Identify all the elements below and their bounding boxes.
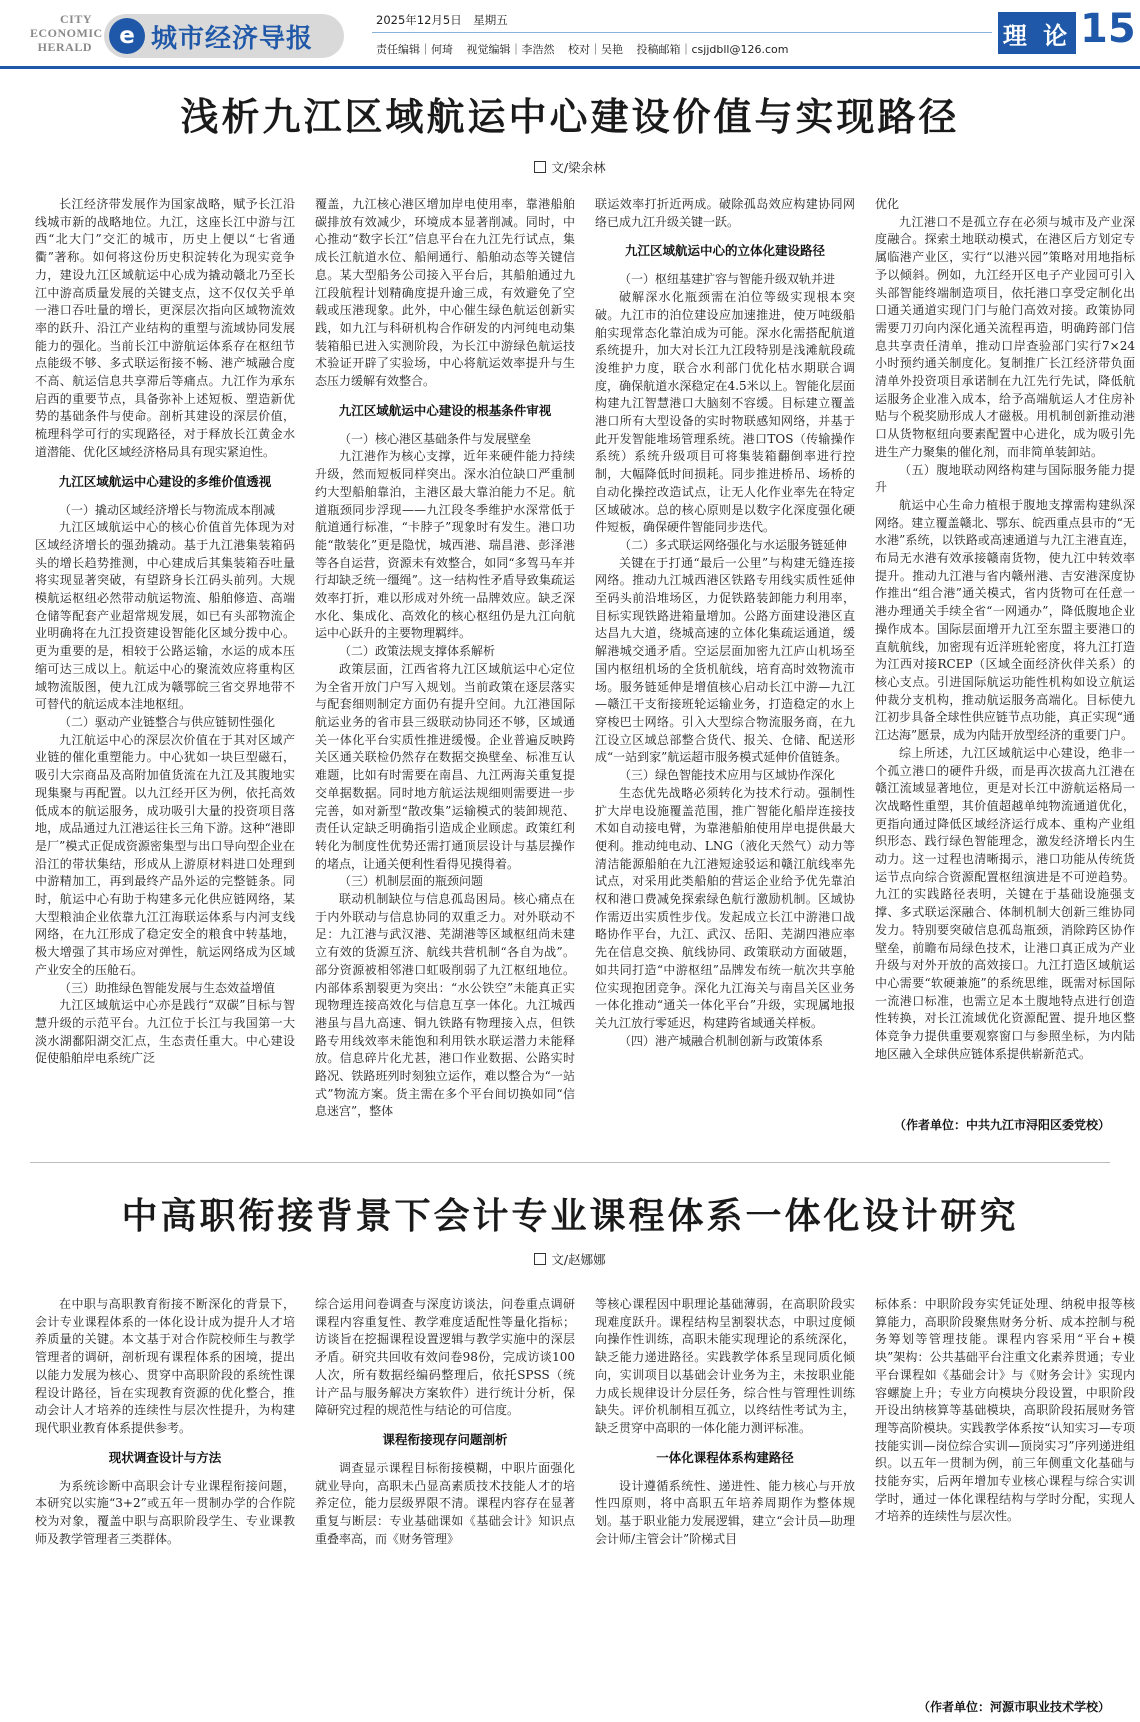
e-logo-icon: e [109, 18, 145, 54]
article-body [35, 1296, 1135, 1691]
byline-text: 文/梁余林 [551, 160, 606, 175]
paragraph: 综合运用问卷调查与深度访谈法，问卷重点调研课程内容重复性、教学难度适配性等量化指标；访谈旨在挖掘课程设置逻辑与教学实施中的深层矛盾。研究共回收有效问卷98份，完成访谈100人次，所有数据经编码整理后，依托SPSS（统计产品与服务解决方案软件）进行统计分析，保障研究过程的规范性与结论的可信度。 [315, 1297, 575, 1418]
masthead-divider [0, 66, 1140, 69]
paragraph: 九江港口不是孤立存在必须与城市及产业深度融合。探索土地联动模式，在港区后方划定专属临港产业区，实行“以港兴园”策略对用地指标予以倾斜。例如，九江经开区电子产业园可引入头部智能终端制造项目，依托港口享受定制化出口通关通道实现门门与舱门高效对接。政策协同需要刀刃向内深化通关流程再造，明确跨部门信息共享责任清单，推动口岸查验部门实行7×24小时预约通关制度化。复制推广长江经济带负面清单外投资项目承诺制在九江先行先试，降低航运服务企业准入成本，给予高端航运人才住房补贴与个税奖励形成人才磁极。用机制创新推动港口从货物枢纽向要素配置中心进化，成为吸引先进生产力聚集的催化剂，而非简单装卸站。 [875, 214, 1135, 459]
paragraph: （二）政策法规支撑体系解析 [339, 644, 496, 659]
masthead-rule [372, 32, 992, 33]
article-byline [0, 1250, 1140, 1268]
section-heading: 九江区域航运中心建设的多维价值透视 [58, 473, 272, 489]
editor-credit: 投稿邮箱｜csjjdbll@126.com [636, 43, 789, 56]
newspaper-brand [104, 14, 344, 58]
paragraph: （二）多式联运网络强化与水运服务链延伸 [619, 537, 848, 552]
paragraph: 九江港作为核心支撑，近年来硬件能力持续升级，然而短板同样突出。深水泊位缺口严重制约大型船舶靠泊，主港区最大靠泊能力不足。航道瓶颈同步浮现——九江段冬季维护水深常低于航道通行标准，“卡脖子”现象时有发生。港口功能“散装化”更是隐忧，城西港、瑞昌港、彭泽港等各自运营，资源未有效整合，如同“多驾马车并行却缺乏统一缰绳”。这一结构性矛盾导致集疏运效率打折，难以形成对外统一品牌效应。缺乏深水化、集成化、高效化的核心枢纽仍是九江向航运中心跃升的主要物理羁绊。 [315, 449, 575, 641]
paragraph: （二）驱动产业链整合与供应链韧性强化 [59, 714, 276, 729]
editor-credit: 校对｜吴艳 [568, 43, 623, 56]
paragraph: 覆盖，九江核心港区增加岸电使用率，靠港船舶碳排放有效减少，环境成本显著削减。同时，中心推动“数字长江”信息平台在九江先行试点，集成长江航道水位、船闸通行、船舶动态等关键信息。某大型船务公司接入平台后，其船舶通过九江段航程计划精确度提升逾三成，有效避免了空载或压港现象。此外，中心催生绿色航运创新实践，如九江与科研机构合作研发的内河纯电动集装箱船已进入实测阶段，为长江中游绿色航运技术验证开辟了实验场，中心将航运效率提升与生态压力缓解有效整合。 [315, 197, 575, 389]
page-number: 15 [1080, 6, 1136, 52]
paragraph: 联动机制缺位与信息孤岛困局。核心痛点在于内外联动与信息协同的双重乏力。对外联动不足：九江港与武汉港、芜湖港等区域枢纽尚未建立有效的货源互济、航线共营机制“各自为战”。部分资源被相邻港口虹吸削弱了九江枢纽地位。内部体系割裂更为突出：“水公铁空”未能真正实现物理连接高效化与信息互享一体化。九江城西港虽与昌九高速、铜九铁路有物理接入点，但铁路专用线效率未能饱和利用铁水联运潜力未能释放。信息碎片化尤甚，港口作业数据、公路实时路况、铁路班列时刻独立运作，难以整合为“一站式”物流方案。货主需在多个平台间切换如同“信息迷宫”，整体 [315, 892, 575, 1119]
author-affiliation: （作者单位：河源市职业技术学校） [917, 1700, 1110, 1714]
paragraph: 九江区域航运中心的核心价值首先体现为对区域经济增长的强劲撬动。基于九江港集装箱码头的增长趋势推测，中心建成后其集装箱吞吐量将实现显著突破，有望跻身长江码头前列。大规模航运枢纽必然带动航运物流、船舶修造、高端仓储等配套产业超常规发展，如已有头部物流企业明确将在九江投资建设智能化区域分拨中心。更为重要的是，相较于公路运输，水运的成本压缩可达三成以上。航运中心的聚流效应将重构区域物流版图，使九江成为赣鄂皖三省交界地带不可替代的航运成本洼地枢纽。 [35, 520, 295, 712]
paragraph: 标体系：中职阶段夯实凭证处理、纳税申报等核算能力，高职阶段聚焦财务分析、成本控制与税务筹划等管理技能。课程内容采用“平台+模块”架构：公共基础平台注重文化素养贯通；专业平台课程如《基础会计》与《财务会计》实现内容螺旋上升；专业方向模块分段设置，中职阶段开设出纳核算等基础模块，高职阶段拓展财务管理等高阶模块。实践教学体系按“认知实习—专项技能实训—岗位综合实训—顶岗实习”序列递进组织。以五年一贯制为例，前三年侧重文化基础与技能夯实，后两年增加专业核心课程与综合实训学时，通过一体化课程结构与学时分配，实现人才培养的连续性与层次性。 [875, 1297, 1135, 1524]
paragraph: （三）绿色智能技术应用与区域协作深化 [619, 768, 836, 783]
logo-line: HERALD [37, 40, 92, 54]
issue-date: 2025年12月5日 星期五 [376, 13, 508, 27]
paragraph: 航运中心生命力植根于腹地支撑需构建纵深网络。建立覆盖赣北、鄂东、皖西重点县市的“无水港”系统，以铁路或高速通道与九江主港直连，布局无水港有效承接赣南货物，使九江中转效率提升。推动九江港与省内赣州港、吉安港深度协作推出“组合港”通关模式，省内货物可在任意一港办理通关手续全省“一网通办”，降低腹地企业操作成本。国际层面增开九江至东盟主要港口的直航航线，加密现有近洋班轮密度，将九江打造为江西对接RCEP（区域全面经济伙伴关系）的核心支点。引进国际航运功能性机构如设立航运仲裁分支机构，推动航运服务高端化。目标使九江初步具备全球性供应链节点功能，真正实现“通江达海”愿景，成为内陆开放型经济的重要门户。 [875, 497, 1135, 743]
author-affiliation: （作者单位：中共九江市浔阳区委党校） [893, 1118, 1110, 1132]
byline-box-icon [534, 161, 546, 173]
paragraph: 综上所述，九江区域航运中心建设，绝非一个孤立港口的硬件升级，而是再次拔高九江港在赣江流域显著地位，更是对长江中游航运格局一次战略性重塑，其价值超越单纯物流通道优化，更指向通过降低区域经济运行成本、重构产业组织形态、践行绿色智能理念，激发经济增长内生动力。这一过程也清晰揭示，港口功能从传统货运节点向综合资源配置枢纽演进是不可逆趋势。九江的实践路径表明，关键在于基础设施强支撑、多式联运深融合、体制机制大创新三维协同发力。特别要突破信息孤岛瓶颈，消除跨区协作壁垒，前瞻布局绿色技术，让港口真正成为产业升级与对外开放的高效接口。九江打造区域航运中心需要“软硬兼施”的系统思维，既需对标国际一流港口标准，也需立足本土腹地特点进行创造性转换，对长江流域优化资源配置、提升地区整体竞争力提供重要观察窗口与参照坐标，为内陆地区融入全球供应链体系提供崭新范式。 [875, 745, 1135, 1061]
article-byline [0, 158, 1140, 176]
paragraph: 生态优先战略必须转化为技术行动。强制性扩大岸电设施覆盖范围，推广智能化船岸连接技术如自动接电臂，为靠港船舶使用岸电提供最大便利。推动纯电动、LNG（液化天然气）动力等清洁能源船舶在九江港短途驳运和赣江航线率先试点，对采用此类船舶的营运企业给予优先靠泊权和港口费减免探索绿色航行激励机制。区域协作需迈出实质性步伐。发起成立长江中游港口战略协作平台，九江、武汉、岳阳、芜湖四港应率先在信息交换、航线协同、政策联动方面破题，如共同打造“中游枢纽”品牌发布统一航次共享舱位实现抱团竞争。深化九江海关与南昌关区业务一体化推动“通关一体化平台”升级，实现属地报关九江放行零延迟，构建跨省域通关样板。 [595, 785, 855, 1030]
section-heading: 现状调查设计与方法 [108, 1449, 222, 1465]
logo-line: ECONOMIC [30, 26, 103, 40]
article-column [35, 1296, 295, 1691]
editor-credits [376, 41, 798, 57]
byline-text: 文/赵娜娜 [551, 1252, 606, 1267]
editor-credit: 责任编辑｜何琦 [376, 43, 453, 56]
paragraph: 破解深水化瓶颈需在泊位等级实现根本突破。九江市的泊位建设应加速推进，使万吨级船舶实现常态化靠泊成为可能。深水化需搭配航道系统提升，加大对长江九江段特别是浅滩航段疏浚维护力度，联合水利部门优化枯水期联合调度，确保航道水深稳定在4.5米以上。智能化层面构建九江智慧港口大脑刻不容缓。目标建立覆盖港口所有大型设备的实时物联感知网络，并基于此开发智能堆场管理系统。港口TOS（传输操作系统）系统升级项目可将集装箱翻倒率进行控制，大幅降低时间损耗。同步推进桥吊、场桥的自动化操控改造试点，让无人化作业率先在特定区域破冰。总的核心原则是以数字化深度强化硬件短板，确保硬件智能同步迭代。 [595, 290, 855, 535]
article-column [315, 1296, 575, 1691]
paragraph: （一）枢纽基建扩容与智能升级双轨并进 [619, 272, 836, 287]
article-title: 中高职衔接背景下会计专业课程体系一体化设计研究 [121, 1195, 1019, 1237]
article-column [315, 196, 575, 1126]
section-badge: 理 论 [998, 12, 1076, 54]
paragraph: （一）撬动区域经济增长与物流成本削减 [59, 502, 276, 517]
logo-line: CITY [59, 12, 92, 26]
article-column [595, 1296, 855, 1691]
article-divider [30, 1162, 1110, 1164]
city-economic-herald-logo [30, 12, 103, 54]
paragraph: 长江经济带发展作为国家战略，赋予长江沿线城市新的战略地位。九江，这座长江中游与江西“北大门”交汇的城市，历史上便以“七省通衢”著称。如何将这份历史积淀转化为现实竞争力，建设九江区域航运中心成为撬动赣北乃至长江中游高质量发展的关键支点，这不仅仅关乎单一港口吞吐量的增长，更深层次指向区域物流效率的跃升、沿江产业结构的重塑与流域协同发展能力的强化。当前长江中游航运体系存在枢纽节点能级不够、多式联运衔接不畅、港产城融合度不高、航运信息共享滞后等痛点。九江作为承东启西的重要节点，具备弥补上述短板、塑造新优势的基础条件与使命。剖析其建设的深层价值，梳理科学可行的实现路径，对于释放长江黄金水道潜能、优化区域经济格局具有现实紧迫性。 [35, 197, 295, 459]
paragraph: 关键在于打通“最后一公里”与构建无缝连接网络。推动九江城西港区铁路专用线实质性延伸至码头前沿堆场区，力促铁路装卸能力利用率，目标实现铁路进箱量增加。公路方面建设港区直达昌九大道，绕城高速的立体化集疏运通道，缓解港城交通矛盾。空运层面加密九江庐山机场至国内枢纽机场的全货机航线，培育高时效物流市场。服务链延伸是增值核心启动长江中游—九江—赣江干支衔接班轮运输业务，打造稳定的水上穿梭巴士网络。引入大型综合物流服务商，在九江设立区域总部整合货代、报关、仓储、配送形成“一站到家”航运超市服务模式延伸价值链条。 [595, 555, 855, 765]
byline-box-icon [534, 1253, 546, 1265]
article-column [875, 196, 1135, 1126]
editor-credit: 视觉编辑｜李浩然 [466, 43, 555, 56]
paragraph: 调查显示课程目标衔接模糊，中职片面强化就业导向，高职未凸显高素质技术技能人才的培养定位，能力层级界限不清。课程内容存在显著重复与断层：专业基础课如《基础会计》知识点重叠率高，而《财务管理》 [315, 1460, 575, 1546]
paragraph: 政策层面，江西省将九江区域航运中心定位为全省开放门户写入规划。当前政策在逐层落实与配套细则制定方面仍有提升空间。九江港国际航运业务的省市县三级联动协同还不够，区域通关一体化平台实质性推进缓慢。企业普遍反映跨关区通关联检仍然存在数据交换壁垒、标准互认难题，比如有时需要在南昌、九江两海关重复提交单据数据。同时地方航运法规细则需要进一步完善，如对新型“散改集”运输模式的装卸规范、责任认定缺乏明确指引造成企业顾虑。政策红利转化为制度性优势还需打通顶层设计与基层操作的堵点，让通关便利性看得见摸得着。 [315, 661, 575, 871]
paragraph: （三）助推绿色智能发展与生态效益增值 [59, 980, 276, 995]
section-heading: 九江区域航运中心建设的根基条件审视 [338, 402, 552, 418]
article-column [875, 1296, 1135, 1691]
paragraph: 优化 [875, 197, 900, 211]
paragraph: （五）腹地联动网络构建与国际服务能力提升 [875, 462, 1135, 495]
article-title: 浅析九江区域航运中心建设价值与实现路径 [180, 94, 960, 139]
paragraph: 九江航运中心的深层次价值在于其对区域产业链的催化重塑能力。中心犹如一块巨型磁石，吸引大宗商品及高附加值货流在九江及其腹地实现集聚与再配置。以九江经开区为例，依托高效低成本的航运服务，成功吸引大量的投资项目落地，成品通过九江港运往长三角下游。这种“港即是厂”模式正促成资源密集型与出口导向型企业在沿江的带状集结，形成从上游原材料进口处理到中游精加工，再到最终产品外运的完整链条。同时，航运中心有助于构建多元化供应链网络，某大型粮油企业依靠九江江海联运体系与内河支线网络，在九江形成了稳定安全的粮食中转基地，极大增强了其市场应对弹性，航运网络成为区域产业安全的压舱石。 [35, 732, 295, 977]
section-heading: 九江区域航运中心的立体化建设路径 [624, 243, 825, 259]
paragraph: 设计遵循系统性、递进性、能力核心与开放性四原则，将中高职五年培养周期作为整体规划。基于职业能力发展逻辑，建立“会计员—助理会计师/主管会计”阶梯式目 [595, 1478, 855, 1546]
paragraph: 为系统诊断中高职会计专业课程衔接问题，本研究以实施“3+2”或五年一贯制办学的合作院校为对象，覆盖中职与高职阶段学生、专业课教师及教学管理者三类群体。 [35, 1478, 295, 1546]
paragraph: （一）核心港区基础条件与发展壁垒 [339, 431, 532, 446]
article-column [595, 196, 855, 1126]
article-column [35, 196, 295, 1126]
paragraph: （三）机制层面的瓶颈问题 [339, 874, 484, 889]
paragraph: （四）港产城融合机制创新与政策体系 [619, 1033, 824, 1048]
article-body [35, 196, 1135, 1126]
paragraph: 在中职与高职教育衔接不断深化的背景下，会计专业课程体系的一体化设计成为提升人才培养质量的关键。本文基于对合作院校师生与教学管理者的调研，剖析现有课程体系的困境，提出以能力发展为核心、贯穿中高职阶段的系统性课程设计路径，旨在实现教育资源的优化整合，推动会计人才培养的连续性与层次性提升，为构建现代职业教育体系提供参考。 [35, 1297, 295, 1435]
paragraph: 九江区域航运中心亦是践行“双碳”目标与智慧升级的示范平台。九江位于长江与我国第一大淡水湖鄱阳湖交汇点，生态责任重大。中心建设促使船舶岸电系统广泛 [35, 998, 295, 1066]
paragraph: 等核心课程因中职理论基础薄弱，在高职阶段实现难度跃升。课程结构呈割裂状态，中职过度倾向操作性训练，高职未能实现理论的系统深化，缺乏能力递进路径。实践教学体系呈现同质化倾向，实训项目以基础会计业务为主，未按职业能力成长规律设计分层任务，综合性与管理性训练缺失。评价机制相互孤立，以终结性考试为主，缺乏贯穿中高职的一体化能力测评标准。 [595, 1297, 855, 1435]
masthead [0, 0, 1140, 72]
section-heading: 课程衔接现存问题剖析 [382, 1431, 508, 1447]
section-heading: 一体化课程体系构建路径 [656, 1449, 794, 1465]
paragraph: 联运效率打折近两成。破除孤岛效应构建协同网络已成九江升级关键一跃。 [595, 197, 855, 229]
newspaper-name: 城市经济导报 [151, 23, 314, 54]
